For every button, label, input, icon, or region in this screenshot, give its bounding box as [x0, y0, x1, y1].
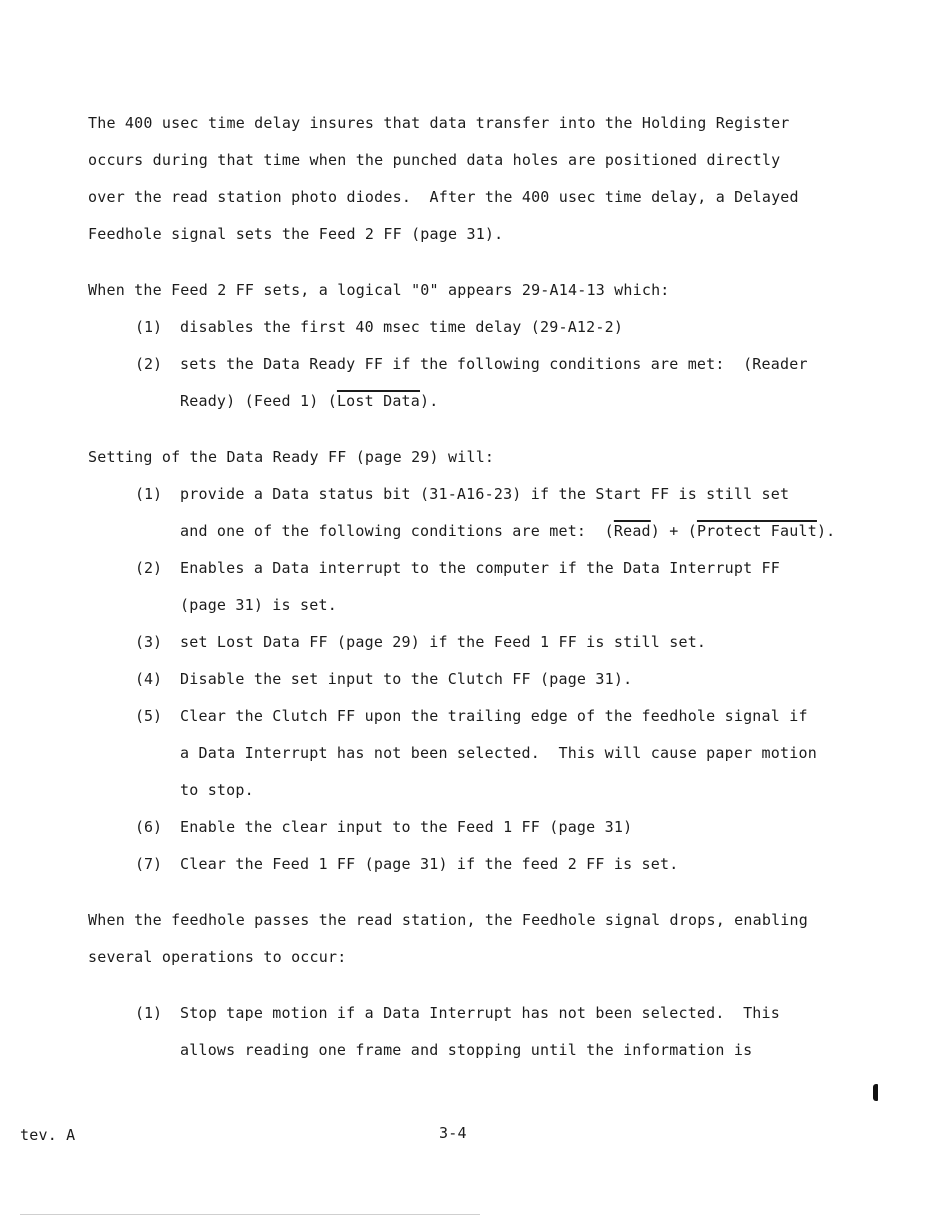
- feed2-item-2-cont-before: Ready) (Feed 1) (: [180, 392, 337, 410]
- lost-data-overline: Lost Data: [336, 392, 421, 410]
- data-ready-item-3-text: set Lost Data FF (page 29) if the Feed 1 FF is still set.: [180, 633, 707, 651]
- data-ready-item-6-number: (6): [135, 818, 163, 836]
- data-ready-item-1-continuation: [180, 521, 835, 541]
- data-ready-item-5-text: Clear the Clutch FF upon the trailing edge of the feedhole signal if: [180, 707, 808, 725]
- data-ready-item-5-number: (5): [135, 707, 163, 725]
- data-ready-item-1-cont-mid: ) + (: [650, 522, 697, 540]
- data-ready-item-3-number: (3): [135, 633, 163, 651]
- footer-revision: tev. A: [20, 1126, 76, 1144]
- data-ready-item-4-number: (4): [135, 670, 163, 688]
- feedhole-item-1-continuation: allows reading one frame and stopping until the information is: [180, 1041, 753, 1059]
- feed2-item-1-text: disables the first 40 msec time delay (29-A12-2): [180, 318, 624, 336]
- feed2-item-2-text: sets the Data Ready FF if the following conditions are met: (Reader: [180, 355, 808, 373]
- margin-mark: [873, 1084, 878, 1101]
- data-ready-item-2-continuation: (page 31) is set.: [180, 596, 337, 614]
- feed2-item-2-number: (2): [135, 355, 163, 373]
- data-ready-intro: Setting of the Data Ready FF (page 29) will:: [88, 448, 495, 466]
- feed2-intro: When the Feed 2 FF sets, a logical "0" appears 29-A14-13 which:: [88, 281, 670, 299]
- protect-fault-overline: Protect Fault: [696, 522, 817, 540]
- scan-edge-line: [20, 1214, 480, 1215]
- feed2-item-1-number: (1): [135, 318, 163, 336]
- feedhole-item-1-number: (1): [135, 1004, 163, 1022]
- footer-page-number: 3-4: [439, 1124, 467, 1142]
- read-overline: Read: [613, 522, 651, 540]
- feedhole-paragraph-line-2: several operations to occur:: [88, 948, 347, 966]
- feed2-item-2-cont-after: ).: [420, 392, 439, 410]
- data-ready-item-4-text: Disable the set input to the Clutch FF (page 31).: [180, 670, 633, 688]
- feedhole-item-1-text: Stop tape motion if a Data Interrupt has not been selected. This: [180, 1004, 780, 1022]
- paragraph-1-line-4: Feedhole signal sets the Feed 2 FF (page 31).: [88, 225, 504, 243]
- data-ready-item-5-continuation-1: a Data Interrupt has not been selected. This will cause paper motion: [180, 744, 817, 762]
- data-ready-item-2-text: Enables a Data interrupt to the computer if the Data Interrupt FF: [180, 559, 780, 577]
- data-ready-item-1-text: provide a Data status bit (31-A16-23) if the Start FF is still set: [180, 485, 790, 503]
- feed2-item-2-continuation: [180, 391, 438, 411]
- data-ready-item-6-text: Enable the clear input to the Feed 1 FF (page 31): [180, 818, 633, 836]
- feedhole-paragraph-line-1: When the feedhole passes the read station, the Feedhole signal drops, enabling: [88, 911, 808, 929]
- data-ready-item-1-cont-before: and one of the following conditions are met: (: [180, 522, 614, 540]
- data-ready-item-1-cont-after: ).: [816, 522, 836, 540]
- data-ready-item-7-number: (7): [135, 855, 163, 873]
- data-ready-item-7-text: Clear the Feed 1 FF (page 31) if the feed 2 FF is set.: [180, 855, 679, 873]
- paragraph-1-line-1: The 400 usec time delay insures that data transfer into the Holding Register: [88, 114, 790, 132]
- data-ready-item-1-number: (1): [135, 485, 163, 503]
- data-ready-item-2-number: (2): [135, 559, 163, 577]
- data-ready-item-5-continuation-2: to stop.: [180, 781, 254, 799]
- paragraph-1-line-2: occurs during that time when the punched data holes are positioned directly: [88, 151, 781, 169]
- paragraph-1-line-3: over the read station photo diodes. After the 400 usec time delay, a Delayed: [88, 188, 799, 206]
